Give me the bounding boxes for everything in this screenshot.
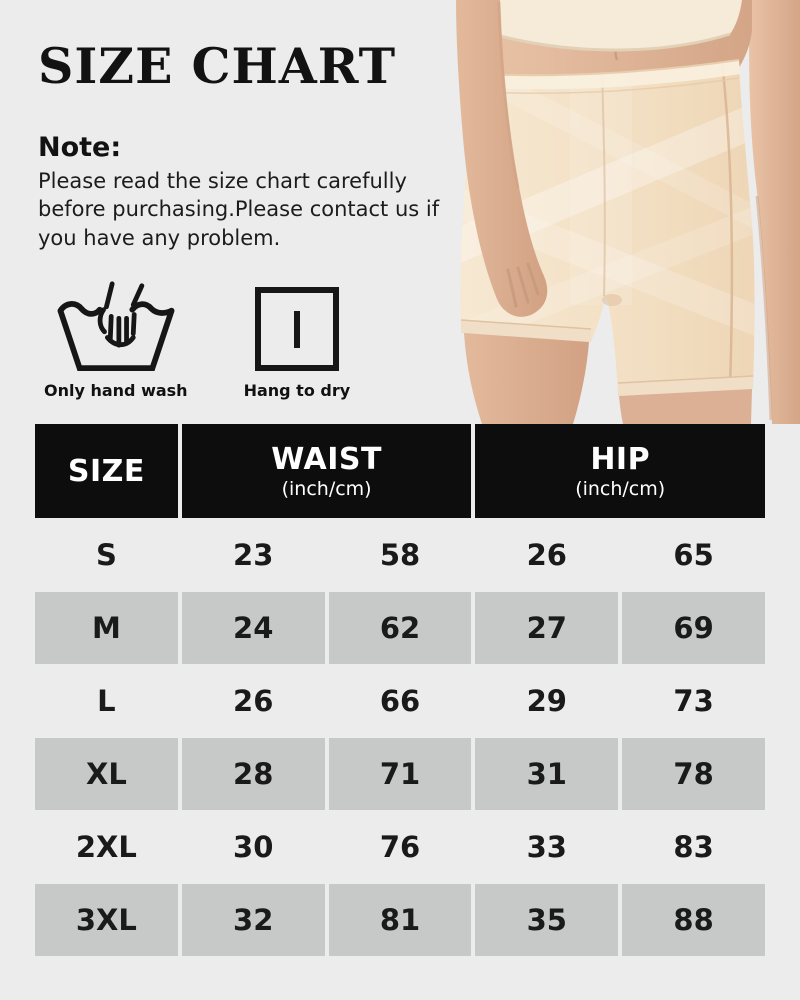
hip-inch-cell: 35 bbox=[475, 884, 618, 956]
waist-cm-cell: 81 bbox=[329, 884, 472, 956]
care-item-hand-wash bbox=[44, 278, 188, 400]
waist-cm-cell: 71 bbox=[329, 738, 472, 810]
hip-header-label: HIP bbox=[590, 442, 651, 477]
waist-inch-cell: 24 bbox=[182, 592, 325, 664]
table-header-hip bbox=[475, 424, 765, 518]
size-cell: 3XL bbox=[35, 884, 178, 956]
waist-cm-cell: 58 bbox=[379, 538, 421, 572]
waist-inch-cell: 32 bbox=[182, 884, 325, 956]
size-cell: M bbox=[35, 592, 178, 664]
table-header-waist bbox=[182, 424, 472, 518]
waist-cm-cell: 62 bbox=[329, 592, 472, 664]
hip-cm-cell: 78 bbox=[622, 738, 765, 810]
note-label: Note: bbox=[38, 131, 122, 163]
hip-cm-cell: 69 bbox=[622, 592, 765, 664]
waist-inch-cell: 26 bbox=[233, 684, 274, 718]
care-instructions bbox=[44, 278, 350, 400]
hip-cm-cell: 88 bbox=[622, 884, 765, 956]
note-text: Please read the size chart carefully before purchasing.Please contact us if you have any problem. bbox=[38, 168, 440, 250]
waist-header-unit: (inch/cm) bbox=[281, 478, 372, 500]
table-header-size bbox=[35, 424, 178, 518]
care-label-hang-dry: Hang to dry bbox=[243, 381, 351, 400]
size-cell: XL bbox=[35, 738, 178, 810]
hip-header-unit: (inch/cm) bbox=[575, 478, 666, 500]
hip-inch-cell: 33 bbox=[526, 830, 567, 864]
waist-inch-cell: 30 bbox=[233, 830, 274, 864]
hang-dry-icon bbox=[254, 278, 340, 372]
waist-cm-cell: 76 bbox=[379, 830, 421, 864]
waist-inch-cell: 28 bbox=[182, 738, 325, 810]
hip-cm-cell: 83 bbox=[673, 830, 714, 864]
intro-section bbox=[38, 37, 478, 253]
size-table bbox=[35, 424, 765, 956]
care-label-hand-wash: Only hand wash bbox=[44, 381, 188, 400]
size-cell: L bbox=[97, 684, 116, 718]
size-cell: 2XL bbox=[75, 830, 137, 864]
waist-header-label: WAIST bbox=[271, 442, 382, 477]
size-header-label: SIZE bbox=[67, 453, 145, 489]
waist-cm-cell: 66 bbox=[379, 684, 421, 718]
page-title: SIZE CHART bbox=[38, 37, 397, 95]
hip-cm-cell: 73 bbox=[673, 684, 714, 718]
hip-inch-cell: 26 bbox=[526, 538, 567, 572]
care-item-hang-dry bbox=[244, 278, 351, 400]
size-cell: S bbox=[95, 538, 117, 572]
waist-inch-cell: 23 bbox=[233, 538, 274, 572]
hand-wash-icon bbox=[53, 278, 179, 372]
hip-cm-cell: 65 bbox=[673, 538, 714, 572]
hip-inch-cell: 31 bbox=[475, 738, 618, 810]
hip-inch-cell: 29 bbox=[526, 684, 567, 718]
hip-inch-cell: 27 bbox=[475, 592, 618, 664]
